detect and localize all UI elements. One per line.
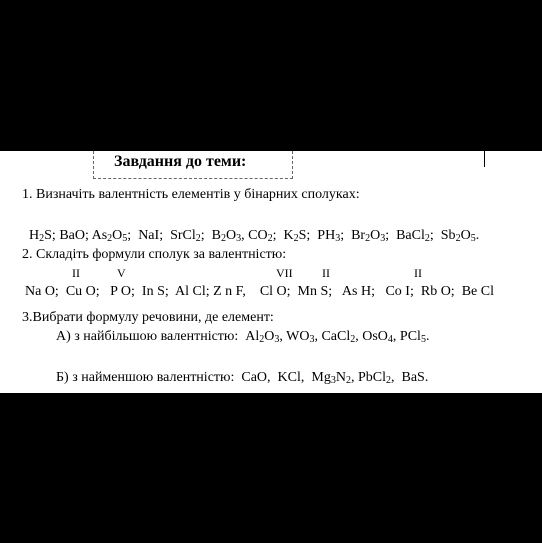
chemical-formula: SrCl$_2$ — [170, 228, 201, 244]
task3-a-label: А) з найбільшою валентністю: — [56, 329, 239, 344]
chemical-formula: BaCl$_2$ — [396, 228, 430, 244]
chemical-formula: NaI — [138, 228, 160, 243]
document-page — [0, 151, 542, 393]
task3-a-formulas: $Al_2O_3$, $WO_3$, CaCl$_2$, OsO$_4$, PCl$_5$. — [245, 329, 430, 345]
valence-mark-1: II — [72, 266, 80, 280]
task3-b-row — [56, 370, 428, 386]
chemical-formula: KCl — [277, 370, 301, 385]
valence-mark-4: II — [322, 266, 330, 280]
page-title: Завдання до теми: — [114, 153, 247, 170]
valence-mark-2: V — [117, 266, 126, 280]
chemical-formula: $H_2S$ — [29, 228, 52, 244]
chemical-formula: $As_2O_5$ — [91, 228, 128, 244]
chemical-formula: BaO — [59, 228, 85, 243]
chemical-formula: $K_2S$ — [283, 228, 307, 244]
valence-mark-5: II — [414, 266, 422, 280]
chemical-formula: $Br_2O_3$ — [351, 228, 386, 244]
task1-formulas: $H_2S$; BaO; $As_2O_5$; NaI; SrCl$_2$; $B_2O_3$, $CO_2$; $K_2S$; $PH_3$; $Br_2O_3$; BaCl$_2$; $Sb_2O_5$. — [29, 228, 480, 244]
chemical-formula: $Mg_3N_2$ — [311, 370, 351, 386]
chemical-formula: $WO_3$ — [286, 329, 315, 345]
text-cursor — [484, 151, 485, 167]
task3-a-row — [56, 329, 429, 345]
chemical-formula: $CO_2$ — [248, 228, 273, 244]
task3-heading: 3.Вибрати формулу речовини, де елемент: — [22, 310, 274, 325]
chemical-formula: $B_2O_3$ — [211, 228, 242, 244]
chemical-formula: BaS — [401, 370, 425, 385]
task3-b-formulas: CaO, KCl, $Mg_3N_2$, PbCl$_2$, BaS. — [241, 370, 429, 386]
chemical-formula: $PH_3$ — [317, 228, 341, 244]
chemical-formula: CaO — [241, 370, 268, 385]
chemical-formula: $Al_2O_3$ — [245, 329, 280, 345]
task1-heading: 1. Визначіть валентність елементів у бінарних сполуках: — [22, 187, 360, 202]
chemical-formula: PCl$_5$ — [399, 329, 426, 345]
task3-b-label: Б) з найменшою валентністю: — [56, 370, 235, 385]
chemical-formula: CaCl$_2$ — [321, 329, 356, 345]
chemical-formula: OsO$_4$ — [362, 329, 393, 345]
task2-heading: 2. Складіть формули сполук за валентністю: — [22, 247, 287, 262]
task2-compounds: Na O; Cu O; P O; In S; Al Cl; Z n F, Cl O; Mn S; As H; Co I; Rb O; Be Cl — [25, 284, 494, 299]
chemical-formula: PbCl$_2$ — [357, 370, 391, 386]
chemical-formula: $Sb_2O_5$ — [440, 228, 476, 244]
valence-mark-3: VII — [276, 266, 293, 280]
